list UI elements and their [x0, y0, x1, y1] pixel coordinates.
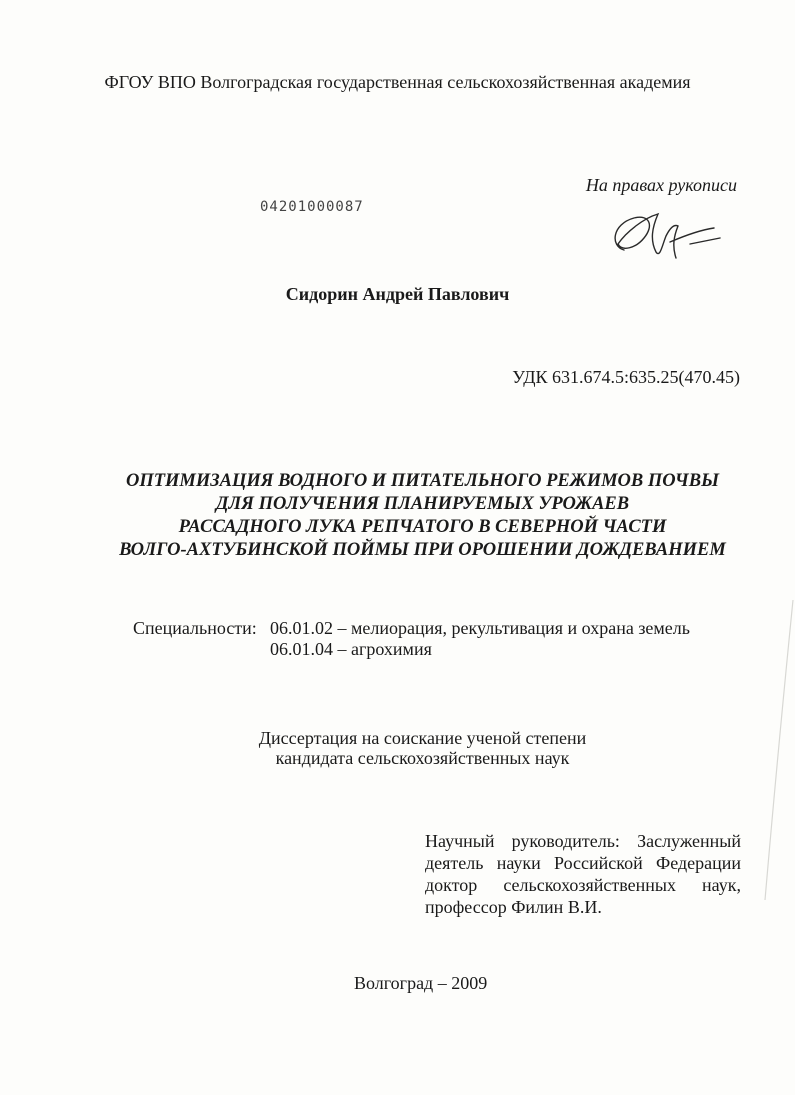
supervisor-line: профессор Филин В.И.: [425, 897, 602, 917]
specialties-label: Специальности:: [133, 618, 257, 638]
inventory-number: 04201000087: [260, 199, 364, 215]
specialty-item: 06.01.02 – мелиорация, рекультивация и охрана земель: [270, 618, 690, 638]
degree-statement: [0, 728, 795, 768]
supervisor-line: деятель науки Российской Федерации: [425, 853, 741, 873]
degree-line: Диссертация на соискание ученой степени: [258, 728, 587, 748]
institution-name: ФГОУ ВПО Волгоградская государственная сельскохозяйственная академия: [104, 72, 691, 92]
handwritten-signature: [604, 206, 722, 266]
supervisor-block: [425, 830, 741, 918]
supervisor-line: доктор сельскохозяйственных наук,: [425, 875, 741, 895]
specialty-item: 06.01.04 – агрохимия: [270, 639, 432, 659]
city-year: Волгоград – 2009: [354, 973, 488, 993]
author-name: Сидорин Андрей Павлович: [285, 284, 510, 304]
title-line: ВОЛГО-АХТУБИНСКОЙ ПОЙМЫ ПРИ ОРОШЕНИИ ДОЖДЕВАНИЕМ: [119, 540, 726, 560]
dissertation-title: [0, 470, 795, 562]
title-line: РАССАДНОГО ЛУКА РЕПЧАТОГО В СЕВЕРНОЙ ЧАСТИ: [178, 517, 667, 537]
title-line: ДЛЯ ПОЛУЧЕНИЯ ПЛАНИРУЕМЫХ УРОЖАЕВ: [215, 494, 630, 514]
manuscript-note: На правах рукописи: [585, 175, 737, 195]
degree-line: кандидата сельскохозяйственных наук: [275, 748, 570, 768]
supervisor-line: Научный руководитель: Заслуженный: [425, 831, 741, 851]
title-line: ОПТИМИЗАЦИЯ ВОДНОГО И ПИТАТЕЛЬНОГО РЕЖИМОВ ПОЧВЫ: [125, 471, 720, 491]
udc-code: УДК 631.674.5:635.25(470.45): [512, 367, 740, 387]
